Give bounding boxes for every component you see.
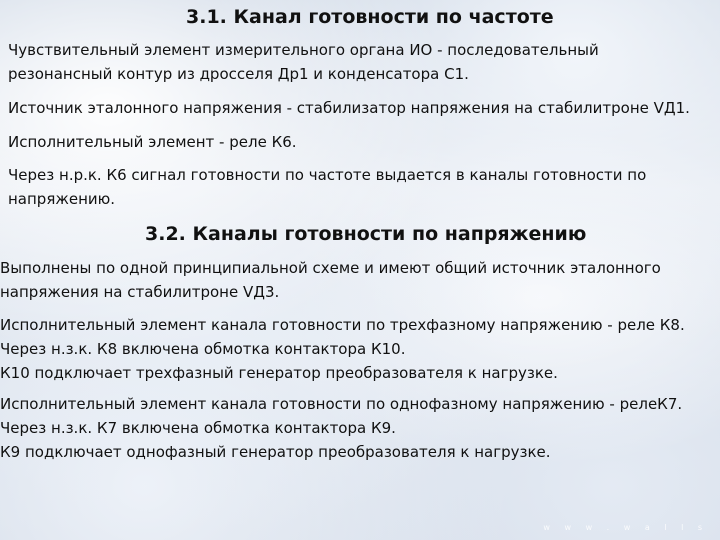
section1-title: 3.1. Канал готовности по частоте (186, 6, 554, 28)
paragraph-line: Исполнительный элемент канала готовности по однофазному напряжению - релеК7. (0, 395, 683, 413)
section1-paragraph-2 (8, 96, 690, 120)
section2-title: 3.2. Каналы готовности по напряжению (145, 223, 587, 245)
section2-paragraph-2 (0, 313, 685, 385)
paragraph-line: Выполнены по одной принципиальной схеме и имеют общий источник эталонного (0, 259, 661, 277)
section2-paragraph-1 (0, 256, 661, 304)
paragraph-line: К10 подключает трехфазный генератор преобразователя к нагрузке. (0, 364, 558, 382)
paragraph-line: резонансный контур из дросселя Др1 и конденсатора С1. (8, 65, 469, 83)
section1-paragraph-4 (8, 163, 646, 211)
section1-paragraph-1 (8, 38, 599, 86)
paragraph-line: напряжению. (8, 190, 116, 208)
watermark: w w w . w a l l s (543, 523, 708, 532)
paragraph-line: Исполнительный элемент канала готовности по трехфазному напряжению - реле К8. (0, 316, 685, 334)
paragraph-line: Через н.р.к. К6 сигнал готовности по частоте выдается в каналы готовности по (8, 166, 647, 184)
section2-paragraph-3 (0, 392, 682, 464)
paragraph-line: Источник эталонного напряжения - стабилизатор напряжения на стабилитроне VД1. (8, 99, 690, 117)
paragraph-line: Через н.з.к. К8 включена обмотка контактора К10. (0, 340, 406, 358)
paragraph-line: К9 подключает однофазный генератор преобразователя к нагрузке. (0, 443, 551, 461)
paragraph-line: Чувствительный элемент измерительного органа ИО - последовательный (8, 41, 599, 59)
paragraph-line: напряжения на стабилитроне VД3. (0, 283, 280, 301)
section1-paragraph-3 (8, 130, 297, 154)
paragraph-line: Через н.з.к. К7 включена обмотка контактора К9. (0, 419, 396, 437)
paragraph-line: Исполнительный элемент - реле К6. (8, 133, 297, 151)
